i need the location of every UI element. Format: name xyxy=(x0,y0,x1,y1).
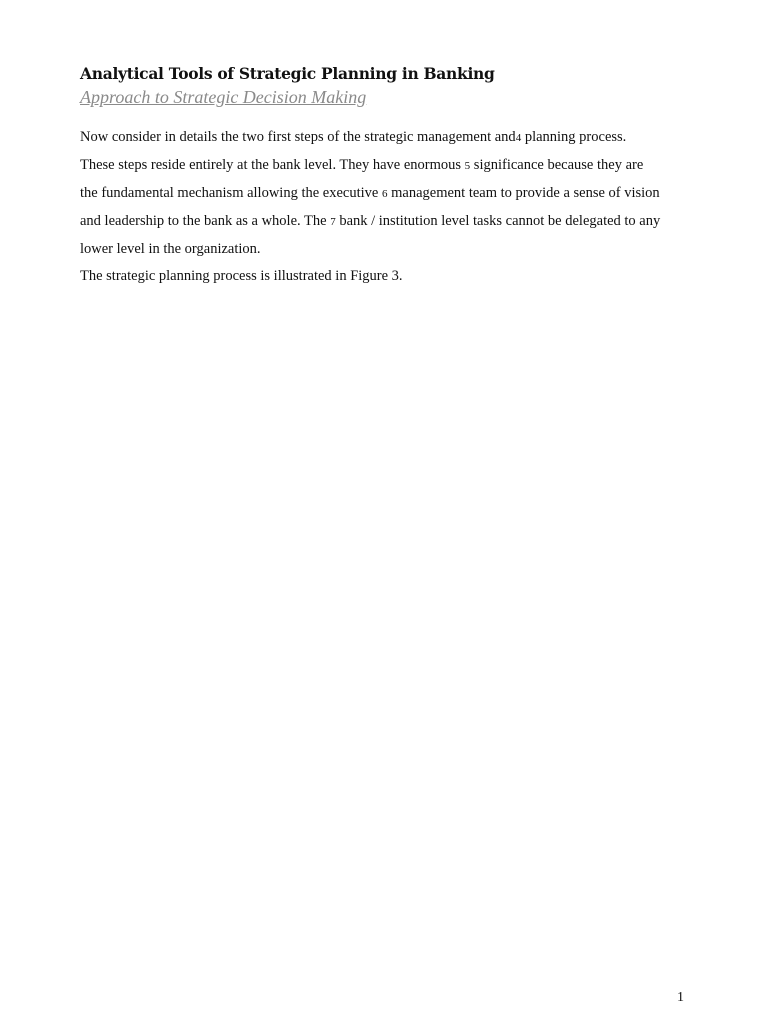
paragraph-line: These steps reside entirely at the bank level. They have enormous 5 significance because they are xyxy=(80,157,644,173)
line-number: 7 xyxy=(330,216,336,228)
line-number: 4 xyxy=(515,132,522,144)
document-subtitle: Approach to Strategic Decision Making xyxy=(80,87,367,107)
paragraph-line: the fundamental mechanism allowing the executive 6 management team to provide a sense of vision xyxy=(80,185,660,201)
paragraph-line: The strategic planning process is illustrated in Figure 3. xyxy=(80,268,403,284)
page-number: 1 xyxy=(677,990,684,1005)
line-number: 5 xyxy=(464,160,471,172)
paragraph-line: and leadership to the bank as a whole. The 7 bank / institution level tasks cannot be delegated to any xyxy=(80,213,661,229)
line-number: 6 xyxy=(381,188,388,200)
paragraph-line: lower level in the organization. xyxy=(80,241,261,257)
body-paragraph xyxy=(80,124,700,290)
paragraph-line: Now consider in details the two first steps of the strategic management and4 planning process. xyxy=(80,129,627,145)
document-title: Analytical Tools of Strategic Planning in Banking xyxy=(80,64,495,83)
